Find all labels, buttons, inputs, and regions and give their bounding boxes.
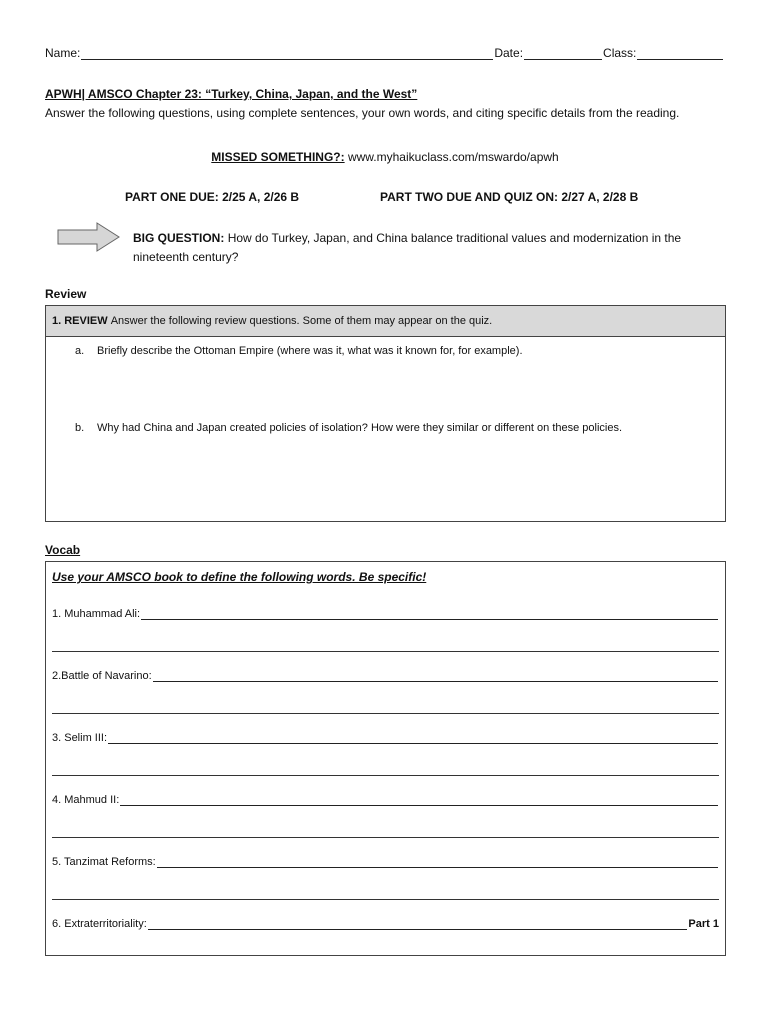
missed-something	[0, 150, 770, 164]
name-field[interactable]	[81, 47, 493, 60]
vocab-continuation-line[interactable]	[52, 651, 719, 652]
vocab-term-label: 6. Extraterritoriality:	[52, 918, 147, 930]
big-question-text-1: How do Turkey, Japan, and China balance traditional values and modernization in the	[227, 231, 682, 245]
vocab-term-label: 2.Battle of Navarino:	[52, 670, 152, 682]
missed-label: MISSED SOMETHING?:	[211, 150, 345, 164]
vocab-term-row	[52, 918, 719, 930]
review-item-a-marker: a.	[75, 345, 85, 357]
name-label: Name:	[45, 46, 81, 60]
vocab-term-label: 3. Selim III:	[52, 732, 108, 744]
part-two-due: PART TWO DUE AND QUIZ ON: 2/27 A, 2/28 B	[380, 190, 639, 204]
big-question	[133, 229, 733, 267]
vocab-continuation-line[interactable]	[52, 775, 719, 776]
vocab-answer-field[interactable]	[120, 795, 718, 806]
review-header	[46, 306, 725, 337]
vocab-box	[45, 561, 726, 956]
vocab-answer-field[interactable]	[148, 919, 688, 930]
vocab-answer-field[interactable]	[108, 733, 718, 744]
vocab-answer-field[interactable]	[141, 609, 718, 620]
arrow-right-icon	[57, 222, 121, 252]
date-label: Date:	[494, 46, 524, 60]
vocab-continuation-line[interactable]	[52, 899, 719, 900]
review-item-b-text: Why had China and Japan created policies of isolation? How were they similar or different on these policies.	[97, 422, 623, 434]
vocab-term-row	[52, 732, 719, 744]
review-box	[45, 305, 726, 522]
vocab-term-label: 1. Muhammad Ali:	[52, 608, 141, 620]
vocab-term-label: 5. Tanzimat Reforms:	[52, 856, 156, 868]
page-title: APWH| AMSCO Chapter 23: “Turkey, China, Japan, and the West”	[45, 87, 418, 101]
class-label: Class:	[603, 46, 637, 60]
review-item-b-marker: b.	[75, 422, 85, 434]
vocab-section-title: Vocab	[45, 543, 81, 557]
part-one-due: PART ONE DUE: 2/25 A, 2/26 B	[125, 190, 300, 204]
vocab-instructions: Use your AMSCO book to define the following words. Be specific!	[52, 570, 427, 584]
vocab-continuation-line[interactable]	[52, 713, 719, 714]
vocab-term-row	[52, 856, 719, 868]
instructions: Answer the following questions, using complete sentences, your own words, and citing specific details from the reading.	[45, 106, 680, 120]
big-question-label: BIG QUESTION:	[133, 231, 225, 245]
part-label: Part 1	[688, 918, 719, 930]
big-question-text-2: nineteenth century?	[133, 250, 239, 264]
vocab-answer-field[interactable]	[153, 671, 718, 682]
header-fields	[45, 46, 724, 60]
date-field[interactable]	[524, 47, 602, 60]
vocab-term-label: 4. Mahmud II:	[52, 794, 120, 806]
review-section-title: Review	[45, 287, 87, 301]
review-header-label: 1. REVIEW	[52, 315, 108, 327]
vocab-term-row	[52, 794, 719, 806]
missed-url[interactable]: www.myhaikuclass.com/mswardo/apwh	[347, 150, 559, 164]
vocab-term-row	[52, 670, 719, 682]
class-field[interactable]	[637, 47, 723, 60]
vocab-answer-field[interactable]	[157, 857, 718, 868]
vocab-continuation-line[interactable]	[52, 837, 719, 838]
review-header-text: Answer the following review questions. Some of them may appear on the quiz.	[110, 315, 493, 327]
vocab-term-row	[52, 608, 719, 620]
review-item-a-text: Briefly describe the Ottoman Empire (where was it, what was it known for, for example).	[97, 345, 523, 357]
